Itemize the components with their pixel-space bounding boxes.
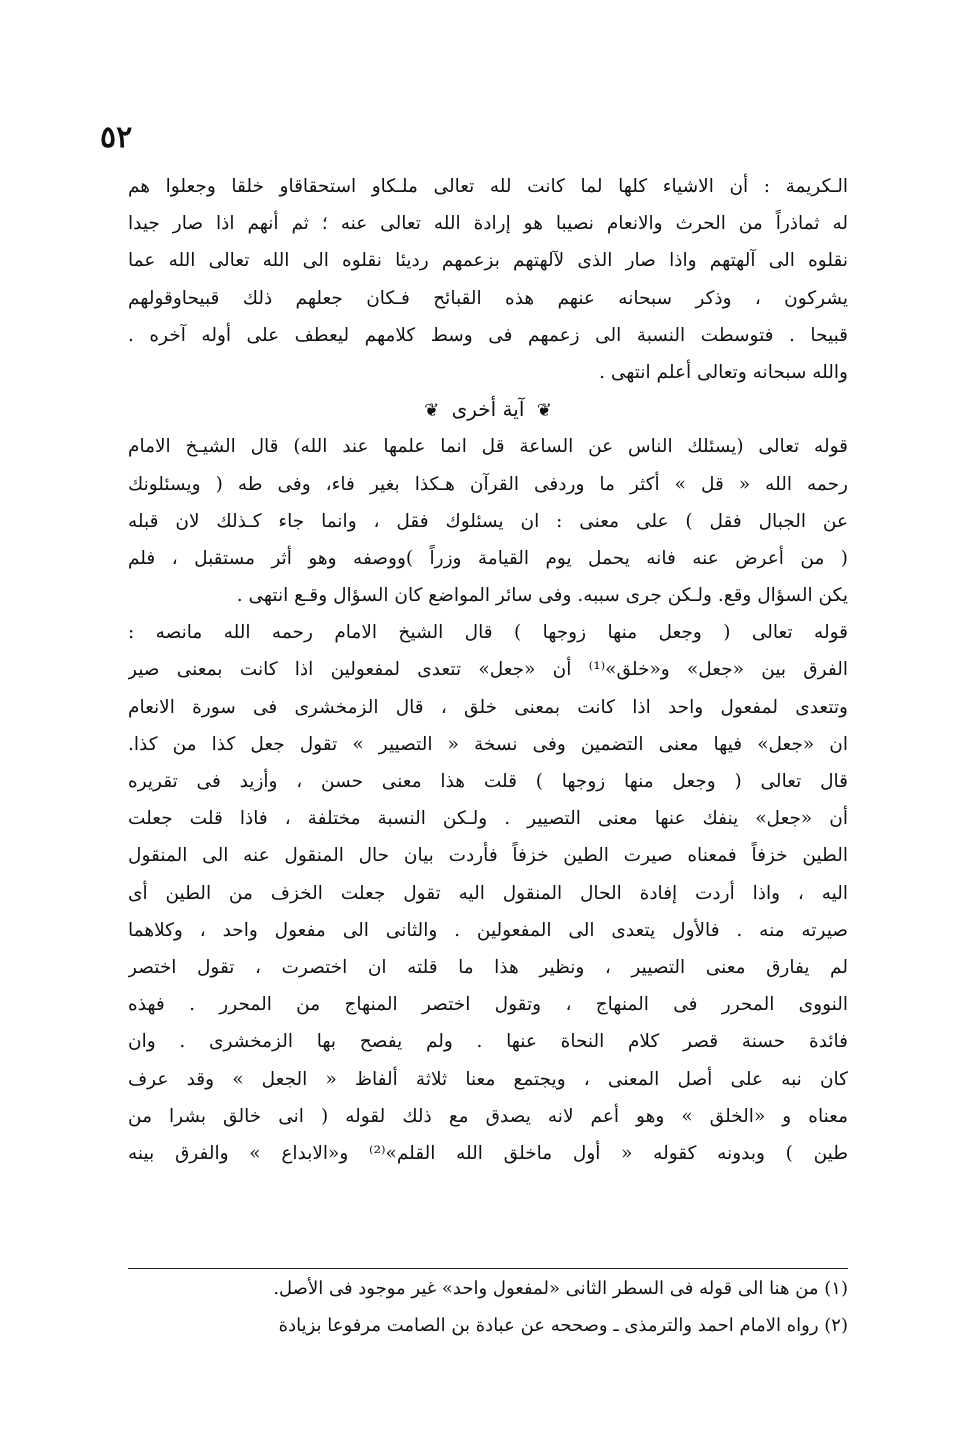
text-line: الفرق بين «جعل» و«خلق»⁽¹⁾ أن «جعل» تتعدى لمفعولين اذا كانت بمعنى صير bbox=[128, 659, 848, 681]
text-line: قوله تعالى ( وجعل منها زوجها ) قال الشيخ الامام رحمه الله مانصه : bbox=[128, 622, 848, 644]
main-text bbox=[128, 168, 848, 1172]
text-line: اليه ، واذا أردت إفادة الحال المنقول اليه تقول جعلت الخزف من الطين أى bbox=[128, 882, 848, 904]
text-line: ( من أعرض عنه فانه يحمل يوم القيامة وزراً )ووصفه وهو أثر مستقبل ، فلم bbox=[128, 547, 848, 569]
text-line: قبيحا . فتوسطت النسبة الى زعمهم فى وسط كلامهم ليعطف على أوله آخره . bbox=[128, 324, 848, 346]
footnote-line: (٢) رواه الامام احمد والترمذى ـ وصححه عن عبادة بن الصامت مرفوعا بزيادة bbox=[278, 1315, 848, 1336]
text-line: النووى المحرر فى المنهاج ، وتقول اختصر المنهاج من المحرر . فهذه bbox=[128, 994, 848, 1016]
text-line: قوله تعالى (يسئلك الناس عن الساعة قل انما علمها عند الله) قال الشيـخ الامام bbox=[128, 436, 848, 458]
section-heading bbox=[128, 391, 848, 428]
text-line: يكن السؤال وقع. ولـكن جرى سببه. وفى سائر المواضع كان السؤال وقـع انتهى . bbox=[236, 585, 848, 607]
footnote-line: (١) من هنا الى قوله فى السطر الثانى «لمفعول واحد» غير موجود فى الأصل. bbox=[273, 1278, 848, 1299]
text-line: له ثماذراً من الحرث والانعام نصيبا هو إرادة الله تعالى عنه ؛ ثم أنهم اذا صار جيدا bbox=[128, 213, 848, 235]
page-number: ٥٢ bbox=[100, 120, 133, 155]
text-line: معناه و «الخلق » وهو أعم لانه يصدق مع ذلك لقوله ( انى خالق بشرا من bbox=[128, 1105, 848, 1127]
text-line: صيرته منه . فالأول يتعدى الى المفعولين . والثانى الى مفعول واحد ، وكلاهما bbox=[128, 919, 848, 941]
text-line: ان «جعل» فيها معنى التضمين وفى نسخة « التصيير » تقول جعل كذا من كذا. bbox=[128, 733, 848, 755]
text-line: لم يفارق معنى التصيير ، ونظير هذا ما قلته ان اختصرت ، تقول اختصر bbox=[128, 956, 848, 978]
text-line: عن الجبال فقل ) على معنى : ان يسئلوك فقل ، وانما جاء كـذلك لان قبله bbox=[128, 510, 848, 532]
ornament-icon: ❦ bbox=[536, 400, 552, 422]
text-line: طين ) وبدونه كقوله « أول ماخلق الله القلم»⁽²⁾ و«الابداع » والفرق بينه bbox=[128, 1142, 848, 1164]
text-line: وتتعدى لمفعول واحد اذا كانت بمعنى خلق ، قال الزمخشرى فى سورة الانعام bbox=[128, 696, 848, 718]
text-line: فائدة حسنة قصر كلام النحاة عنها . ولم يفصح بها الزمخشرى . وان bbox=[128, 1031, 848, 1053]
ornament-icon: ❦ bbox=[424, 400, 440, 422]
text-line: الـكريمة : أن الاشياء كلها لما كانت لله تعالى ملـكاو استحقاقاو خلقا وجعلوا هم bbox=[128, 176, 848, 197]
text-line: يشركون ، وذكر سبحانه عنهم هذه القبائح فـكان جعلهم ذلك قبيحاوقولهم bbox=[128, 287, 848, 309]
text-line: والله سبحانه وتعالى أعلم انتهى . bbox=[599, 361, 848, 383]
footnotes bbox=[128, 1270, 848, 1344]
text-line: قال تعالى ( وجعل منها زوجها ) قلت هذا معنى حسن ، وأزيد فى تقريره bbox=[128, 771, 848, 792]
text-line: رحمه الله « قل » أكثر ما وردفى القرآن هـكذا بغير فاء، وفى طه ( ويسئلونك bbox=[128, 473, 848, 495]
text-line: كان نبه على أصل المعنى ، ويجتمع معنا ثلاثة ألفاظ « الجعل » وقد عرف bbox=[128, 1068, 848, 1090]
text-line: الطين خزفاً فمعناه صيرت الطين خزفاً فأردت بيان حال المنقول عنه الى المنقول bbox=[128, 845, 848, 867]
text-line: نقلوه الى آلهتهم واذا صار الذى لآلهتهم بزعمهم رديئا نقلوه الى الله تعالى الله عما bbox=[128, 250, 848, 272]
text-line: أن «جعل» ينفك عنها معنى التصيير . ولـكن النسبة مختلفة ، فاذا قلت جعلت bbox=[128, 808, 848, 830]
footnote-divider bbox=[128, 1268, 848, 1269]
section-heading-title: آية أخرى bbox=[451, 397, 525, 422]
